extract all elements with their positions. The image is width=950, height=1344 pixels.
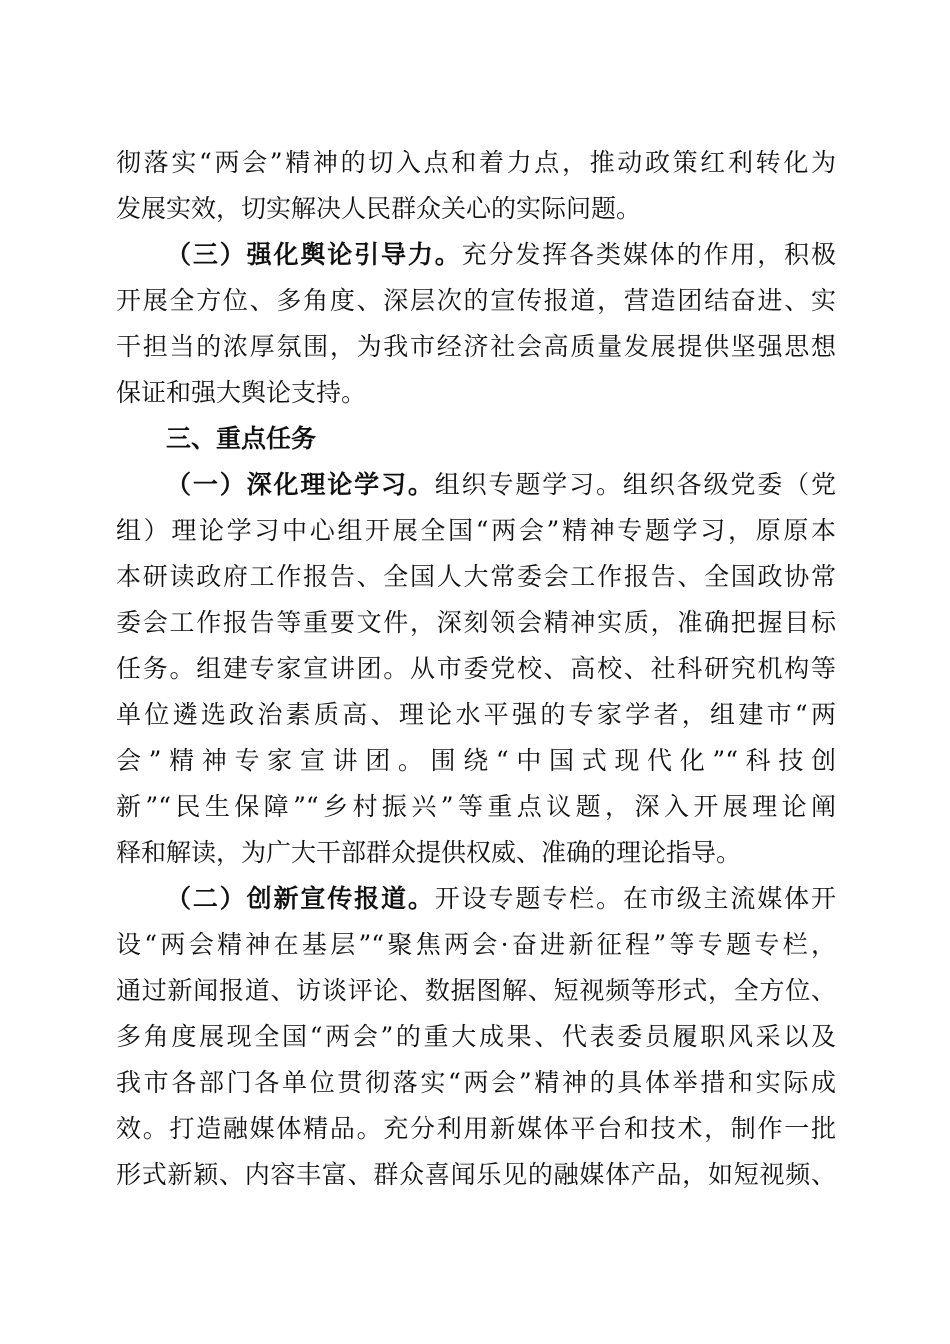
body-line-23: 形式新颖、内容丰富、群众喜闻乐见的融媒体产品，如短视频、 (116, 1160, 836, 1189)
body-line-19: 通过新闻报道、访谈评论、数据图解、短视频等形式，全方位、 (116, 976, 836, 1005)
body-line-20: 多角度展现全国“两会”的重大成果、代表委员履职风采以及 (116, 1022, 836, 1051)
body-line-16: 释和解读，为广大干部群众提供权威、准确的理论指导。 (116, 838, 742, 867)
section-3-text: 充分发挥各类媒体的作用，积极 (461, 240, 836, 269)
subsection-1-text: 组织专题学习。组织各级党委（党 (434, 470, 836, 499)
body-line-18: 设“两会精神在基层”“聚焦两会·奋进新征程”等专题专栏， (116, 930, 836, 959)
subsection-1-title: （一）深化理论学习。 (166, 470, 435, 499)
section-3-title: （三）强化舆论引导力。 (166, 240, 462, 269)
body-line-5: 干担当的浓厚氛围，为我市经济社会高质量发展提供坚强思想 (116, 332, 836, 361)
body-line-14: 会”精神专家宣讲团。围绕“中国式现代化”“科技创 (116, 746, 836, 775)
body-line-21: 我市各部门各单位贯彻落实“两会”精神的具体举措和实际成 (116, 1068, 836, 1097)
body-line-4: 开展全方位、多角度、深层次的宣传报道，营造团结奋进、实 (116, 286, 836, 315)
section-3-paragraph-line (166, 235, 836, 275)
body-line-15: 新”“民生保障”“乡村振兴”等重点议题，深入开展理论阐 (116, 792, 836, 821)
body-line-9: 组）理论学习中心组开展全国“两会”精神专题学习，原原本 (116, 516, 836, 545)
subsection-2-title: （二）创新宣传报道。 (166, 884, 435, 913)
body-line-2: 发展实效，切实解决人民群众关心的实际问题。 (116, 194, 642, 223)
body-line-12: 任务。组建专家宣讲团。从市委党校、高校、社科研究机构等 (116, 654, 836, 683)
body-line-13: 单位遴选政治素质高、理论水平强的专家学者，组建市“两 (116, 700, 836, 729)
body-line-1: 彻落实“两会”精神的切入点和着力点，推动政策红利转化为 (116, 148, 836, 177)
subsection-2-paragraph-line (166, 879, 836, 919)
subsection-1-paragraph-line (166, 465, 836, 505)
subsection-2-text: 开设专题专栏。在市级主流媒体开 (434, 884, 836, 913)
body-line-11: 委会工作报告等重要文件，深刻领会精神实质，准确把握目标 (116, 608, 836, 637)
body-line-10: 本研读政府工作报告、全国人大常委会工作报告、全国政协常 (116, 562, 836, 591)
body-line-6: 保证和强大舆论支持。 (116, 378, 367, 407)
body-line-22: 效。打造融媒体精品。充分利用新媒体平台和技术，制作一批 (116, 1114, 836, 1143)
heading-key-tasks: 三、重点任务 (166, 424, 317, 453)
